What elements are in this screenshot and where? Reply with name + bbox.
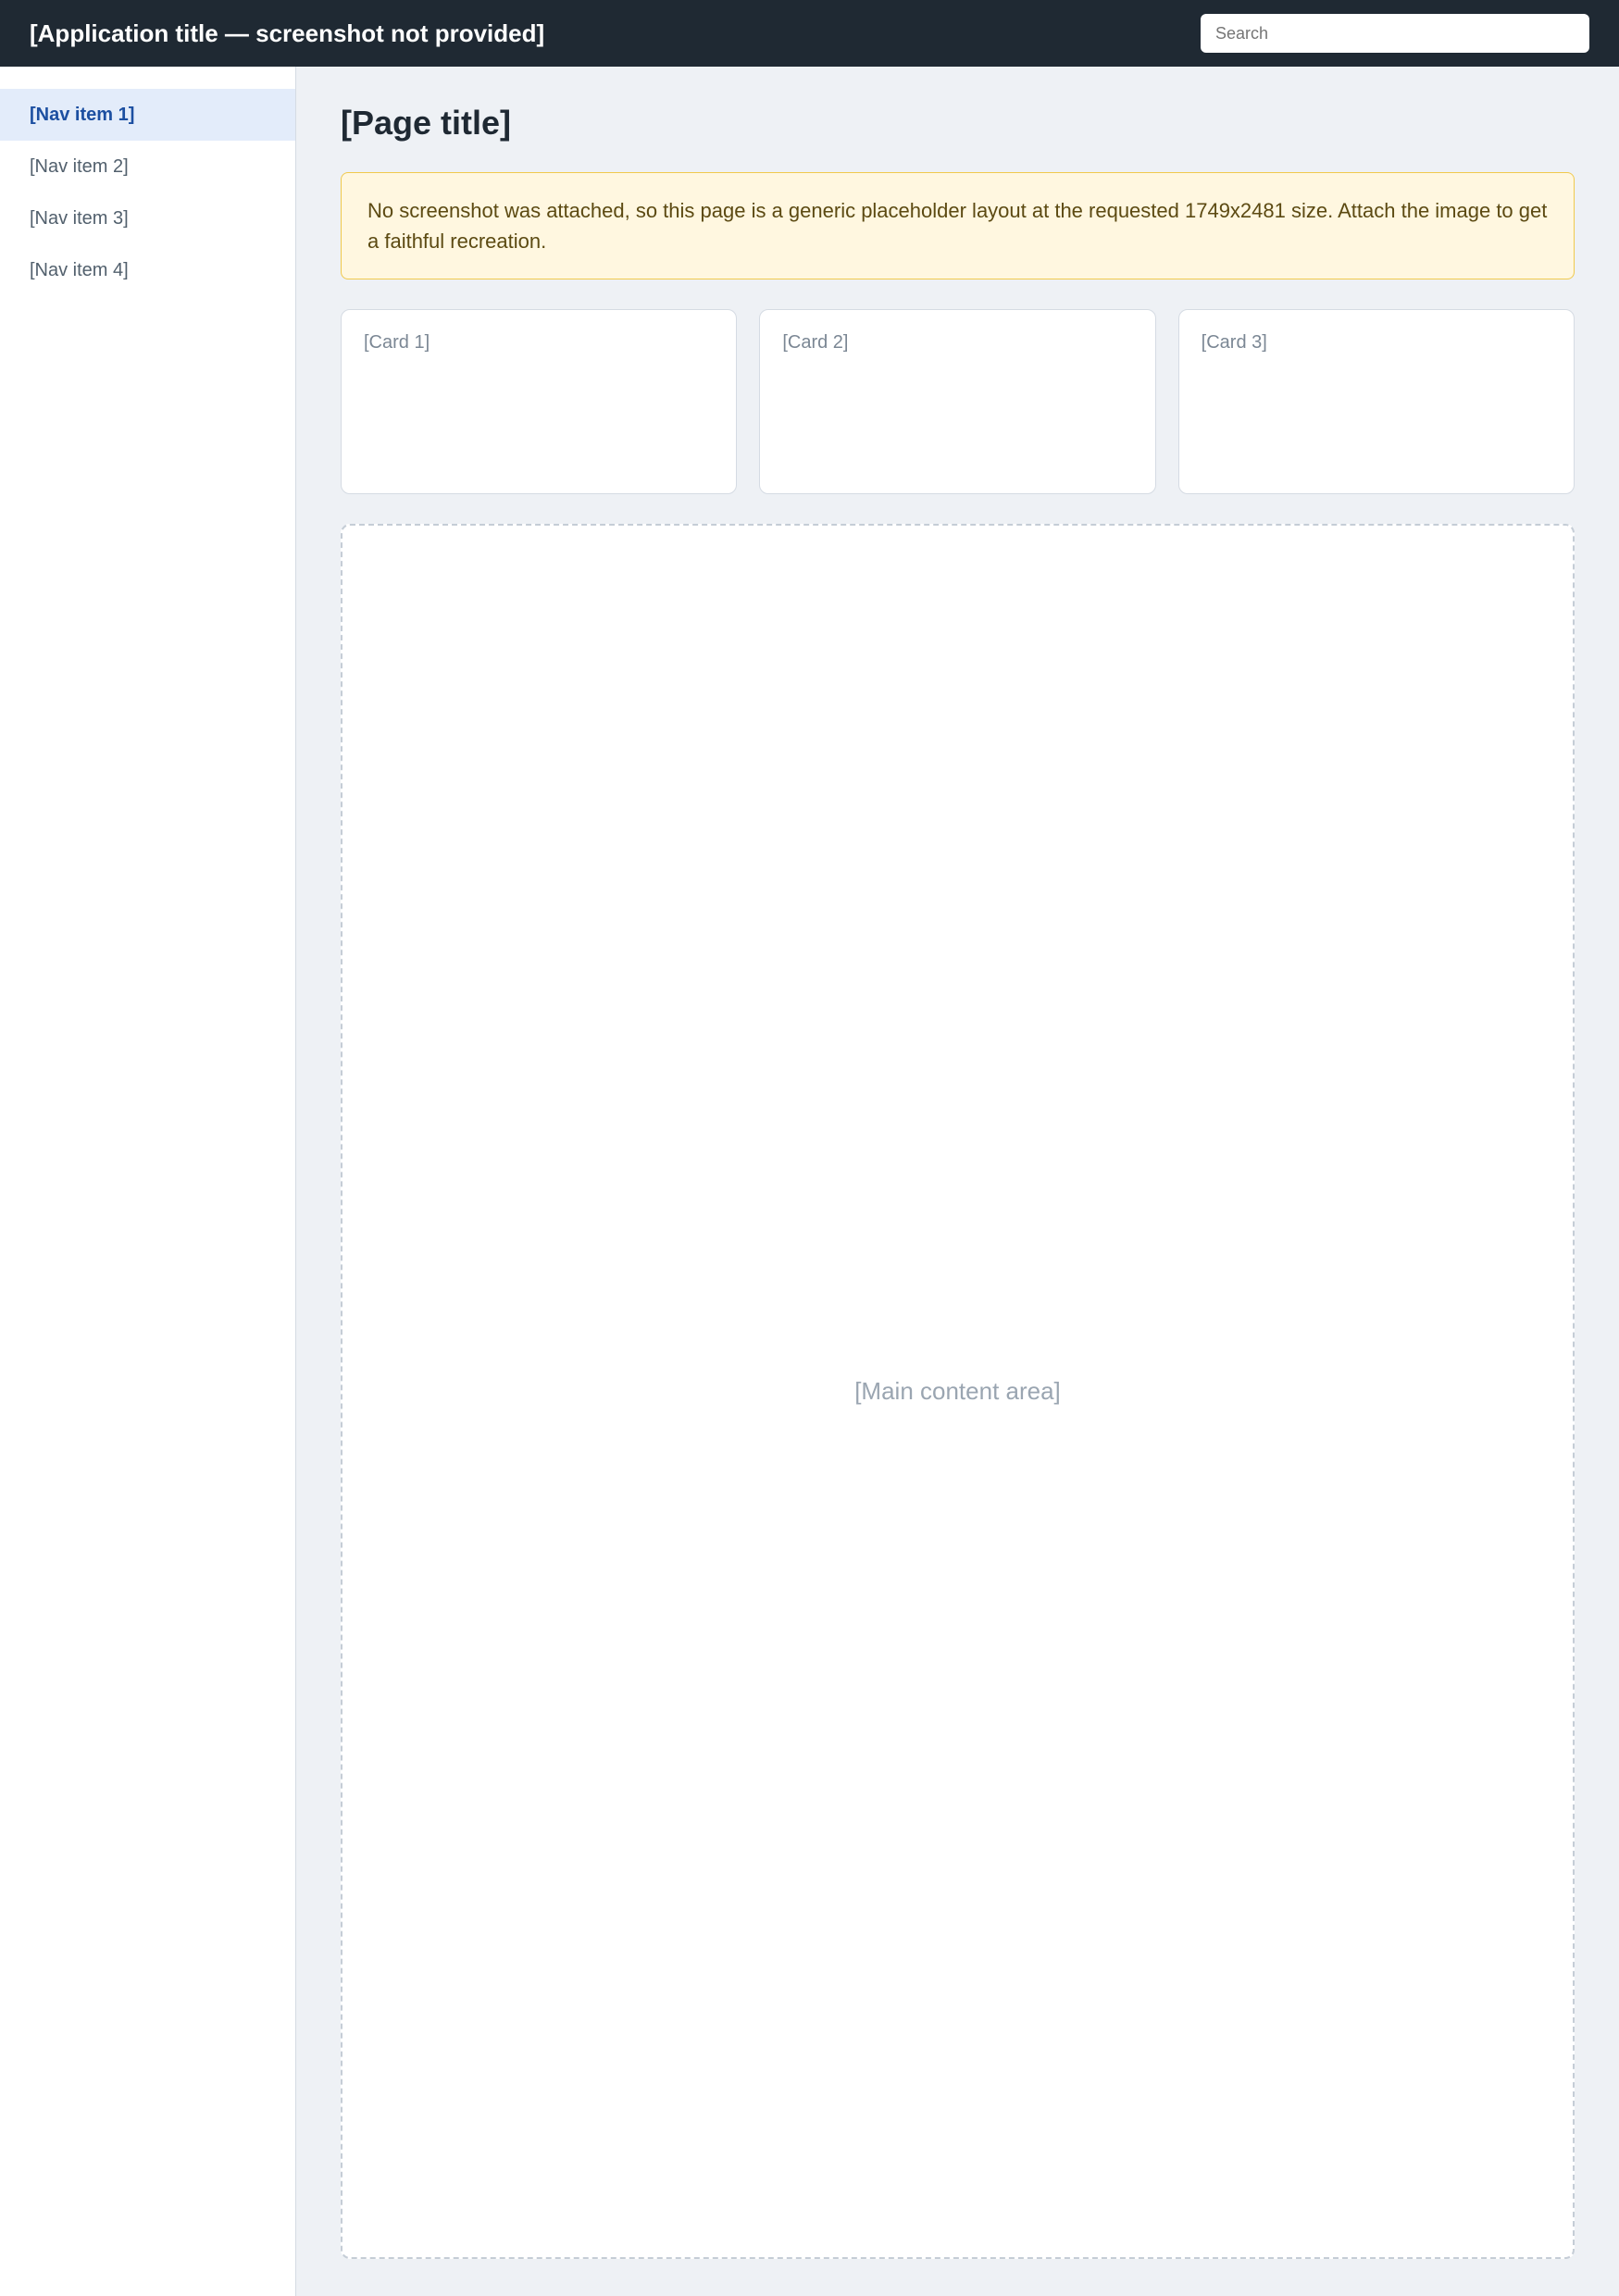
sidebar-item-2[interactable]: [Nav item 2] xyxy=(30,155,129,177)
card-label: [Card 1] xyxy=(364,332,430,353)
app-title: [Application title — screenshot not provided] xyxy=(30,19,545,47)
card-grid xyxy=(341,309,1575,494)
card-1[interactable] xyxy=(341,309,737,494)
sidebar-item-3[interactable]: [Nav item 3] xyxy=(30,207,129,229)
main-content xyxy=(296,67,1619,2296)
sidebar-item-4[interactable]: [Nav item 4] xyxy=(30,259,129,280)
card-label: [Card 2] xyxy=(782,332,849,353)
sidebar xyxy=(0,67,296,2296)
card-label: [Card 3] xyxy=(1201,332,1267,353)
card-3[interactable] xyxy=(1178,309,1575,494)
sidebar-item-1[interactable]: [Nav item 1] xyxy=(0,89,295,141)
page-title: [Page title] xyxy=(341,104,512,142)
app-body xyxy=(0,67,1619,2296)
search-input[interactable] xyxy=(1201,14,1589,53)
top-bar xyxy=(0,0,1619,67)
missing-screenshot-notice: No screenshot was attached, so this page is a generic placeholder layout at the requested 1749x2481 size. Attach the image to get a faithful recreation. xyxy=(341,172,1575,279)
card-2[interactable] xyxy=(759,309,1155,494)
content-placeholder: [Main content area] xyxy=(341,524,1575,2259)
